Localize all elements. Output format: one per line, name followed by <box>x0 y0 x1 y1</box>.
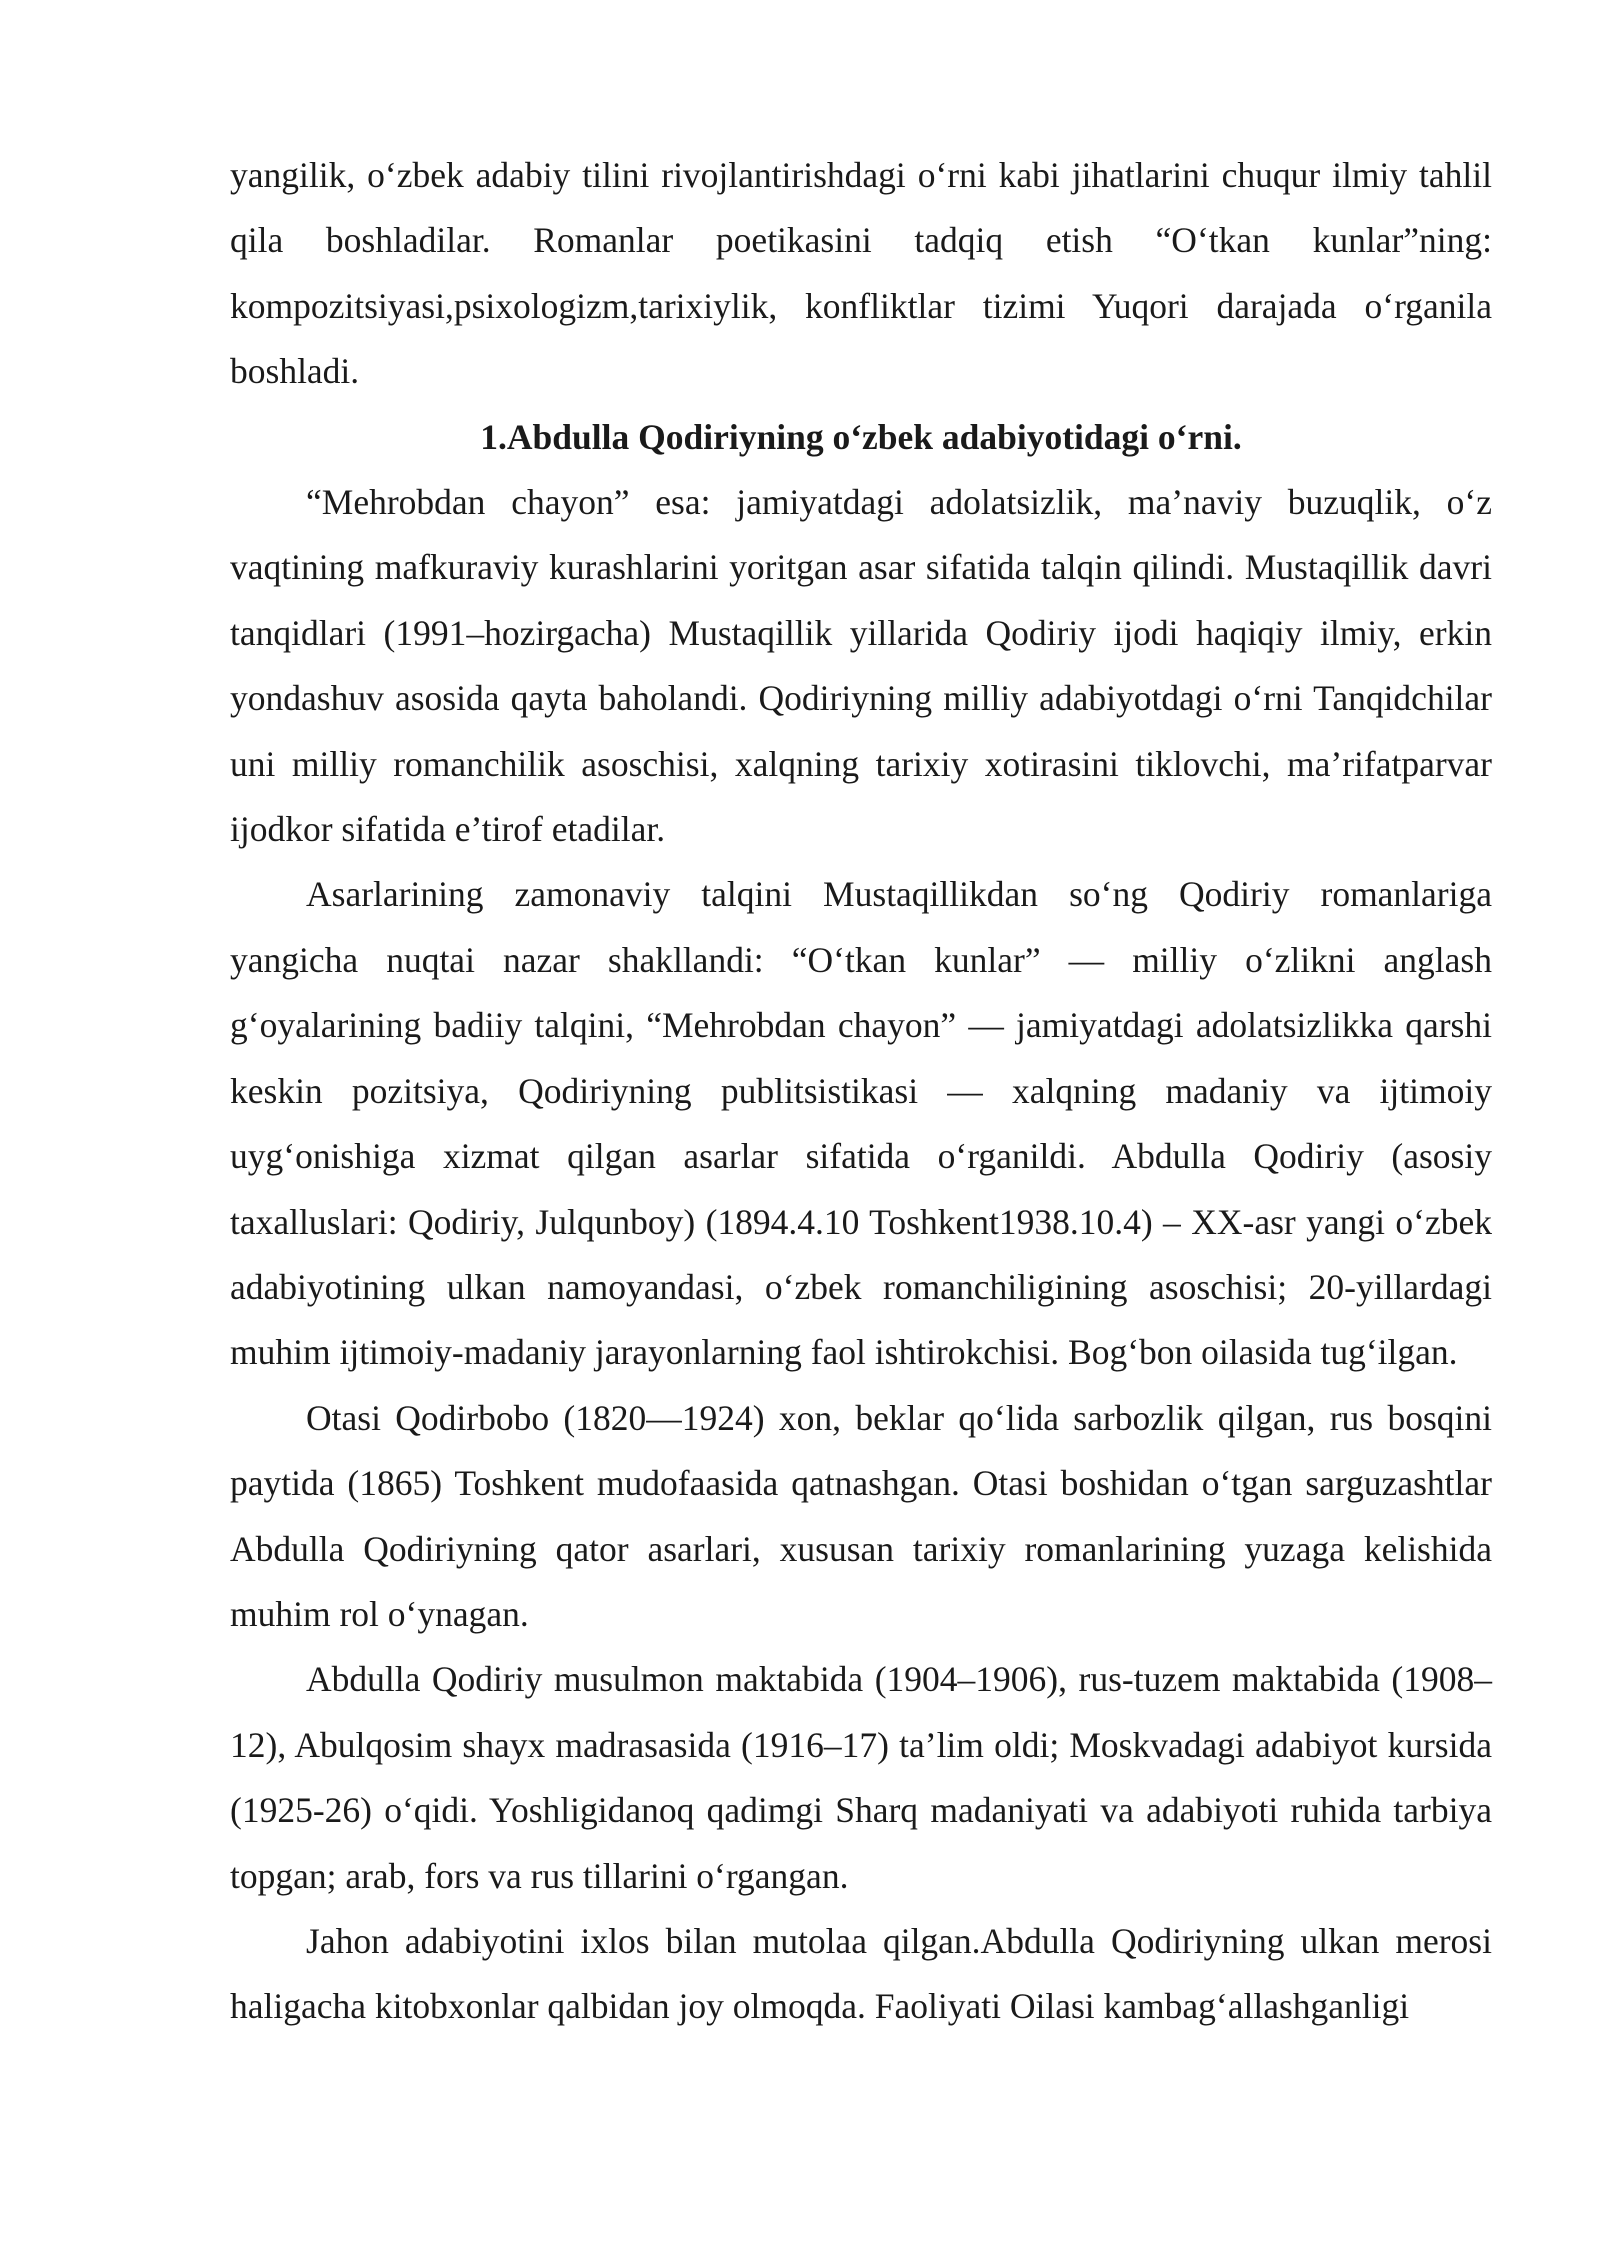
paragraph-modern-interpretation: Asarlarining zamonaviy talqini Mustaqillikdan so‘ng Qodiriy romanlariga yangicha nuqtai nazar shakllandi: “O‘tkan kunlar” — milliy o‘zlikni anglash g‘oyalarining badiiy talqini, “Mehrobdan chayon” — jamiyatdagi adolatsizlikka qarshi keskin pozitsiya, Qodiriyning publitsistikasi — xalqning madaniy va ijtimoiy uyg‘onishiga xizmat qilgan asarlar sifatida o‘rganildi. Abdulla Qodiriy (asosiy taxalluslari: Qodiriy, Julqunboy) (1894.4.10 Toshkent1938.10.4) – XX-asr yangi o‘zbek adabiyotining ulkan namoyandasi, o‘zbek romanchiligining asoschisi; 20-yillardagi muhim ijtimoiy-madaniy jarayonlarning faol ishtirokchisi. Bog‘bon oilasida tug‘ilgan. <box>230 874 1492 1373</box>
paragraph-education: Abdulla Qodiriy musulmon maktabida (1904–1906), rus-tuzem maktabida (1908–12), Abulqosim shayx madrasasida (1916–17) ta’lim oldi; Moskvadagi adabiyot kursida (1925-26) o‘qidi. Yoshligidanoq qadimgi Sharq madaniyati va adabiyoti ruhida tarbiya topgan; arab, fors va rus tillarini o‘rgangan. <box>230 1659 1492 1896</box>
document-body <box>230 143 1492 2040</box>
paragraph-world-literature: Jahon adabiyotini ixlos bilan mutolaa qilgan.Abdulla Qodiriyning ulkan merosi haligacha kitobxonlar qalbidan joy olmoqda. Faoliyati Oilasi kambag‘allashganligi <box>230 1920 1492 2027</box>
section-heading: 1.Abdulla Qodiriyning o‘zbek adabiyotidagi o‘rni. <box>480 416 1242 457</box>
paragraph-mehrobdan-chayon: “Mehrobdan chayon” esa: jamiyatdagi adolatsizlik, ma’naviy buzuqlik, o‘z vaqtining mafkuraviy kurashlarini yoritgan asar sifatida talqin qilindi. Mustaqillik davri tanqidlari (1991–hozirgacha) Mustaqillik yillarida Qodiriy ijodi haqiqiy ilmiy, erkin yondashuv asosida qayta baholandi. Qodiriyning milliy adabiyotdagi o‘rni Tanqidchilar uni milliy romanchilik asoschisi, xalqning tarixiy xotirasini tiklovchi, ma’rifatparvar ijodkor sifatida e’tirof etadilar. <box>230 482 1492 850</box>
paragraph-father: Otasi Qodirbobo (1820—1924) xon, beklar qo‘lida sarbozlik qilgan, rus bosqini paytida (1865) Toshkent mudofaasida qatnashgan. Otasi boshidan o‘tgan sarguzashtlar Abdulla Qodiriyning qator asarlari, xususan tarixiy romanlarining yuzaga kelishida muhim rol o‘ynagan. <box>230 1397 1492 1634</box>
paragraph-intro-continuation: yangilik, o‘zbek adabiy tilini rivojlantirishdagi o‘rni kabi jihatlarini chuqur ilmiy tahlil qila boshladilar. Romanlar poetikasini tadqiq etish “O‘tkan kunlar”ning: kompozitsiyasi,psixologizm,tarixiylik, konfliktlar tizimi Yuqori darajada o‘rganila boshladi. <box>230 155 1492 392</box>
